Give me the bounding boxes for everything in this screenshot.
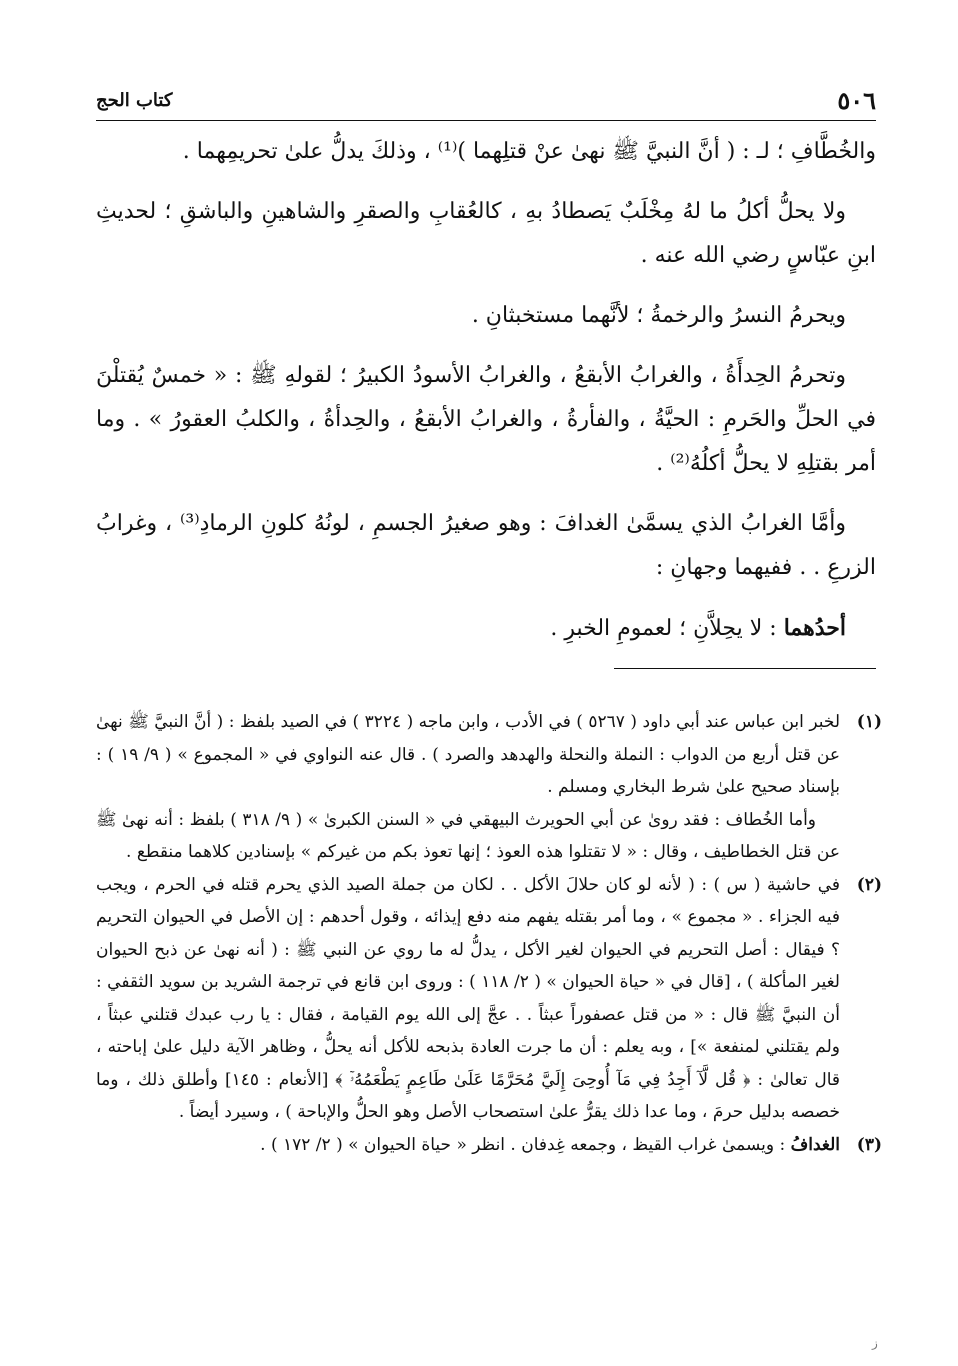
book-title: كتاب الحج bbox=[96, 90, 173, 111]
footnote-1-number: (١) bbox=[856, 712, 882, 732]
footnote-3 bbox=[96, 1129, 882, 1162]
paragraph-3: ويحرمُ النسرُ والرخمةُ ؛ لأنَّهما مستخبثانِ . bbox=[471, 303, 846, 328]
paragraph-6-rest: : لا يحِلاَّنِ ؛ لعمومِ الخبرِ . bbox=[550, 616, 784, 641]
page-number: ٥٠٦ bbox=[837, 86, 876, 115]
paragraph-4: وتحرمُ الحِدأَةُ ، والغرابُ الأبقعُ ، والغرابُ الأسودُ الكبيرُ ؛ لقولهِ ﷺ : « خمسٌ يُقتلْنَ في الحلِّ والحَرمِ : الحيَّةُ ، والفأرةُ ، والغرابُ الأبقعُ ، والحِدأةُ ، والكلبُ العقورُ » . وما أمر بقتلِهِ لا يحلُّ أكلُهُ⁽²⁾ . bbox=[96, 363, 876, 476]
footnote-3-text bbox=[96, 1129, 840, 1162]
paragraph-6-lead: أحدُهما bbox=[783, 615, 846, 641]
paragraph-2: ولا يحلُّ أكلُ ما لهُ مِخْلَبٌ يَصطادُ بهِ ، كالعُقابِ والصقرِ والشاهينِ والباشقِ ؛ لحديثِ ابنِ عبّاسٍ رضي الله عنه . bbox=[96, 199, 876, 268]
footnote-3-term: الغدافُ bbox=[790, 1134, 840, 1155]
corner-mark: ز bbox=[872, 1336, 878, 1350]
footnotes bbox=[96, 706, 882, 1161]
footnote-2 bbox=[96, 869, 882, 1129]
footnote-1 bbox=[96, 706, 882, 869]
footnote-1-text-b: وأما الخُطاف : فقد روىٰ عن أبي الحويرث البيهقي في « السنن الكبرىٰ » ( ٩/ ٣١٨ ) بلفظ : أنه نهىٰ ﷺ عن قتل الخطاطيف ، وقال : « لا تقتلوا هذه العوذ ؛ إنها تعوذ بكم من غيركم » بإسنادين كلاهما منقطع . bbox=[96, 809, 840, 862]
footnote-3-rest: : ويسمىٰ غراب القيظ ، وجمعه غِدفان . انظر « حياة الحيوان » ( ٢/ ١٧٢ ) . bbox=[260, 1134, 791, 1155]
page-header bbox=[96, 86, 876, 121]
footnote-2-text: في حاشية ( س ) : ( لأنه لو كان حلالَ الأكل . . لكان من جملة الصيد الذي يحرم قتله في الحرم ، ويجب فيه الجزاء . « مجموع » ، وما أمر بقتله يفهم منه دفع إيذائه ، وقول أحدهم : إن الأصل في الحيوان التحريم ؟ فيقال : أصل التحريم في الحيوان لغير الأكل ، يدلُّ له ما روي عن النبي ﷺ : ( أنه نهىٰ عن ذبح الحيوان لغير المأكلة ) ، [قال في « حياة الحيوان » ( ٢/ ١١٨ ) : وروى ابن قانع في ترجمة الشريد بن سويد الثقفي : أن النبيَّ ﷺ قال : « من قتل عصفوراً عبثاً . . عجَّ إلى الله يوم القيامة ، فقال : يا رب عبدك قتلني عبثاً ، ولم يقتلني لمنفعة »] ، وبه يعلم : أن ما جرت العادة بذبحه للأكل أنه يحلُّ ، وظاهر الآية دليل علىٰ إباحته ، قال تعالىٰ : ﴿ قُل لَّآ أَجِدُ فِي مَآ أُوحِىَ إِلَيَّ مُحَرَّمًا عَلَىٰ طَاعِمٍ يَطْعَمُهُۥٓ ﴾ [الأنعام : ١٤٥] وأطلق ذلك ، وما خصصه بدليل حرمَ ، وما عدا ذلك يقرُّ علىٰ استصحاب الأصل وهو الحلُّ والإباحة ) ، وسيرد أيضاً . bbox=[96, 874, 841, 1122]
footnote-2-number: (٢) bbox=[856, 874, 882, 895]
main-text bbox=[96, 130, 876, 667]
footnote-separator bbox=[614, 668, 876, 669]
footnote-3-number: (٣) bbox=[856, 1134, 882, 1155]
paragraph-6 bbox=[96, 606, 876, 651]
paragraph-5: وأمَّا الغرابُ الذي يسمَّىٰ الغدافَ : وهو صغيرُ الجسمِ ، لونُهُ كلونِ الرمادِ⁽³⁾ ، وغرابُ الزرعِ . . ففيهما وجهانِ : bbox=[96, 511, 876, 580]
footnote-1-text-a: لخبر ابن عباس عند أبي داود ( ٥٢٦٧ ) في الأدب ، وابن ماجه ( ٣٢٢٤ ) في الصيد بلفظ : ( أنَّ النبيَّ ﷺ نهىٰ عن قتل أربع من الدواب : النملة والنحلة والهدهد والصرد ) . قال عنه النواوي في « المجموع » ( ٩/ ١٩ ) : بإسناد صحيح علىٰ شرط البخاري ومسلم . bbox=[96, 712, 840, 797]
paragraph-1: والخُطَّافِ ؛ لـ : ( أنَّ النبيَّ ﷺ نهىٰ عنْ قتلِهما )⁽¹⁾ ، وذلكَ يدلُّ علىٰ تحريمِهما . bbox=[182, 139, 876, 164]
